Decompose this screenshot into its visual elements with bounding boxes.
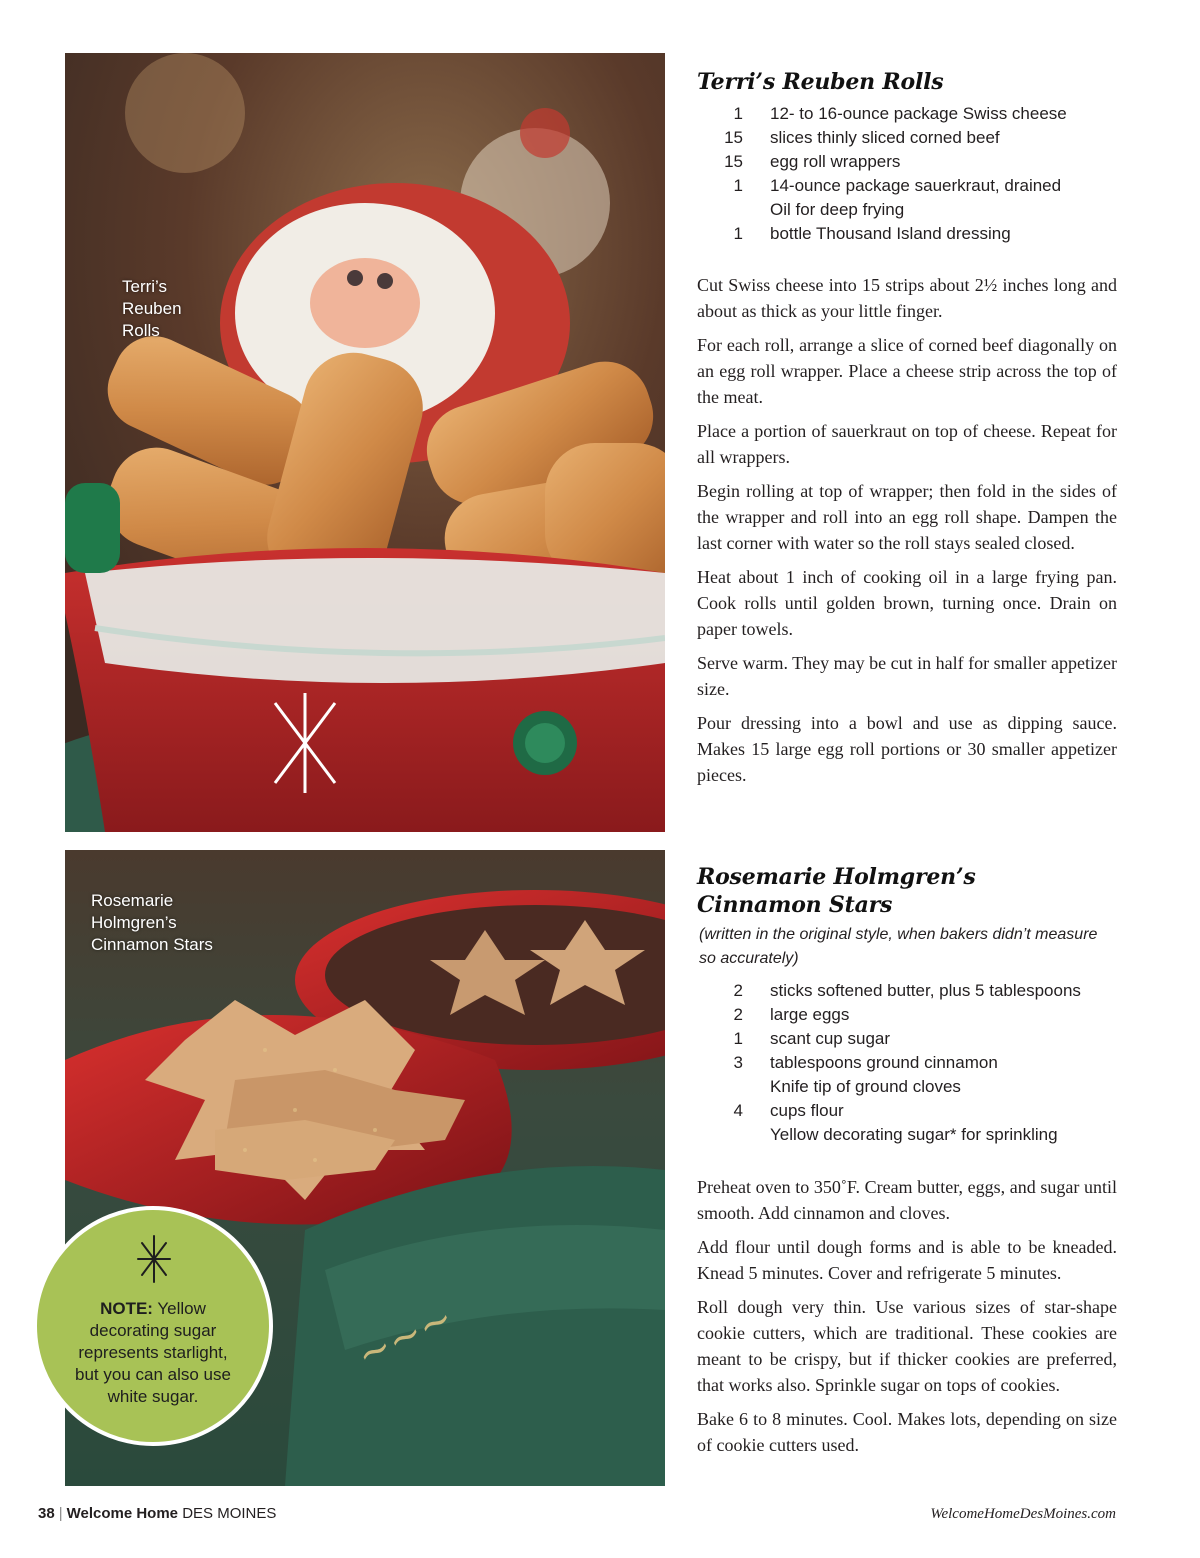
page-number: 38: [38, 1505, 55, 1522]
note-badge: [33, 1206, 273, 1446]
recipe-step: Place a portion of sauerkraut on top of cheese. Repeat for all wrappers.: [697, 421, 1117, 467]
recipe-step: Preheat oven to 350˚F. Cream butter, eggs, and sugar until smooth. Add cinnamon and cloves.: [697, 1177, 1117, 1223]
ingredient-row: 1 12- to 16-ounce package Swiss cheese: [733, 104, 1067, 123]
svg-text:~~~: ~~~: [349, 1294, 461, 1380]
note-body: Yellow decorating sugar represents starlight, but you can also use white sugar.: [75, 1299, 231, 1406]
ingredient-row: 1 14-ounce package sauerkraut, drained: [733, 176, 1062, 195]
recipe-cinnamon-stars: [697, 863, 1117, 1466]
recipe-reuben-rolls: [697, 68, 1117, 796]
magazine-name: Welcome Home: [66, 1505, 179, 1522]
ingredient-row: 1 bottle Thousand Island dressing: [733, 224, 1011, 243]
recipe-step: Add flour until dough forms and is able to be kneaded. Knead 5 minutes. Cover and refrigerate 5 minutes.: [697, 1237, 1117, 1283]
recipe-title: Rosemarie Holmgren’s Cinnamon Stars: [697, 864, 976, 918]
recipe-step: For each roll, arrange a slice of corned beef diagonally on an egg roll wrapper. Place a cheese strip across the top of the meat.: [697, 335, 1117, 407]
ingredient-row: Oil for deep frying: [770, 200, 905, 219]
recipe-subtitle: (written in the original style, when bakers didn’t measure so accurately): [699, 926, 1098, 967]
recipe-step: Bake 6 to 8 minutes. Cool. Makes lots, depending on size of cookie cutters used.: [697, 1409, 1117, 1455]
note-label: NOTE:: [100, 1299, 153, 1318]
ingredient-row: Yellow decorating sugar* for sprinkling: [770, 1125, 1058, 1144]
recipe-steps: [697, 1174, 1117, 1458]
starburst-icon: [136, 1234, 172, 1284]
ingredient-row: 3 tablespoons ground cinnamon: [733, 1053, 998, 1072]
recipe-step: Roll dough very thin. Use various sizes of star-shape cookie cutters, which are traditional. These cookies are meant to be crispy, but if thicker cookies are preferred, that works also. Sprinkle sugar on tops of cookies.: [697, 1297, 1117, 1395]
ingredient-list: [697, 102, 1117, 246]
recipe-step: Serve warm. They may be cut in half for smaller appetizer size.: [697, 653, 1118, 699]
ingredient-row: 2 large eggs: [733, 1005, 850, 1024]
ingredient-row: 15 slices thinly sliced corned beef: [724, 128, 1000, 147]
recipe-step: Pour dressing into a bowl and use as dipping sauce. Makes 15 large egg roll portions or 30 smaller appetizer pieces.: [697, 713, 1117, 785]
ingredient-row: 4 cups flour: [733, 1101, 844, 1120]
footer-separator: |: [58, 1505, 63, 1522]
magazine-city: DES MOINES: [182, 1505, 277, 1522]
ingredient-row: 1 scant cup sugar: [733, 1029, 891, 1048]
recipe-step: Begin rolling at top of wrapper; then fold in the sides of the wrapper and roll into an egg roll shape. Dampen the last corner with water so the roll stays sealed closed.: [697, 481, 1117, 553]
reuben-rolls-photo: [65, 53, 665, 832]
recipe-steps: [697, 272, 1117, 788]
footer-website: WelcomeHomeDesMoines.com: [930, 1506, 1116, 1522]
ingredient-row: 2 sticks softened butter, plus 5 tablespoons: [733, 981, 1081, 1000]
footer-folio: [38, 1504, 276, 1524]
ingredient-list: [697, 979, 1117, 1147]
reuben-rolls-caption: Terri’s Reuben Rolls: [122, 277, 182, 340]
ingredient-row: Knife tip of ground cloves: [770, 1077, 961, 1096]
recipe-step: Cut Swiss cheese into 15 strips about 2½ inches long and about as thick as your little finger.: [697, 275, 1117, 321]
recipe-step: Heat about 1 inch of cooking oil in a large frying pan. Cook rolls until golden brown, turning once. Drain on paper towels.: [697, 567, 1117, 639]
cinnamon-stars-caption: Rosemarie Holmgren’s Cinnamon Stars: [91, 891, 213, 954]
recipe-title: Terri’s Reuben Rolls: [697, 69, 944, 95]
reuben-rolls-illustration: [65, 53, 665, 832]
note-text: [65, 1298, 241, 1408]
ingredient-row: 15 egg roll wrappers: [724, 152, 901, 171]
